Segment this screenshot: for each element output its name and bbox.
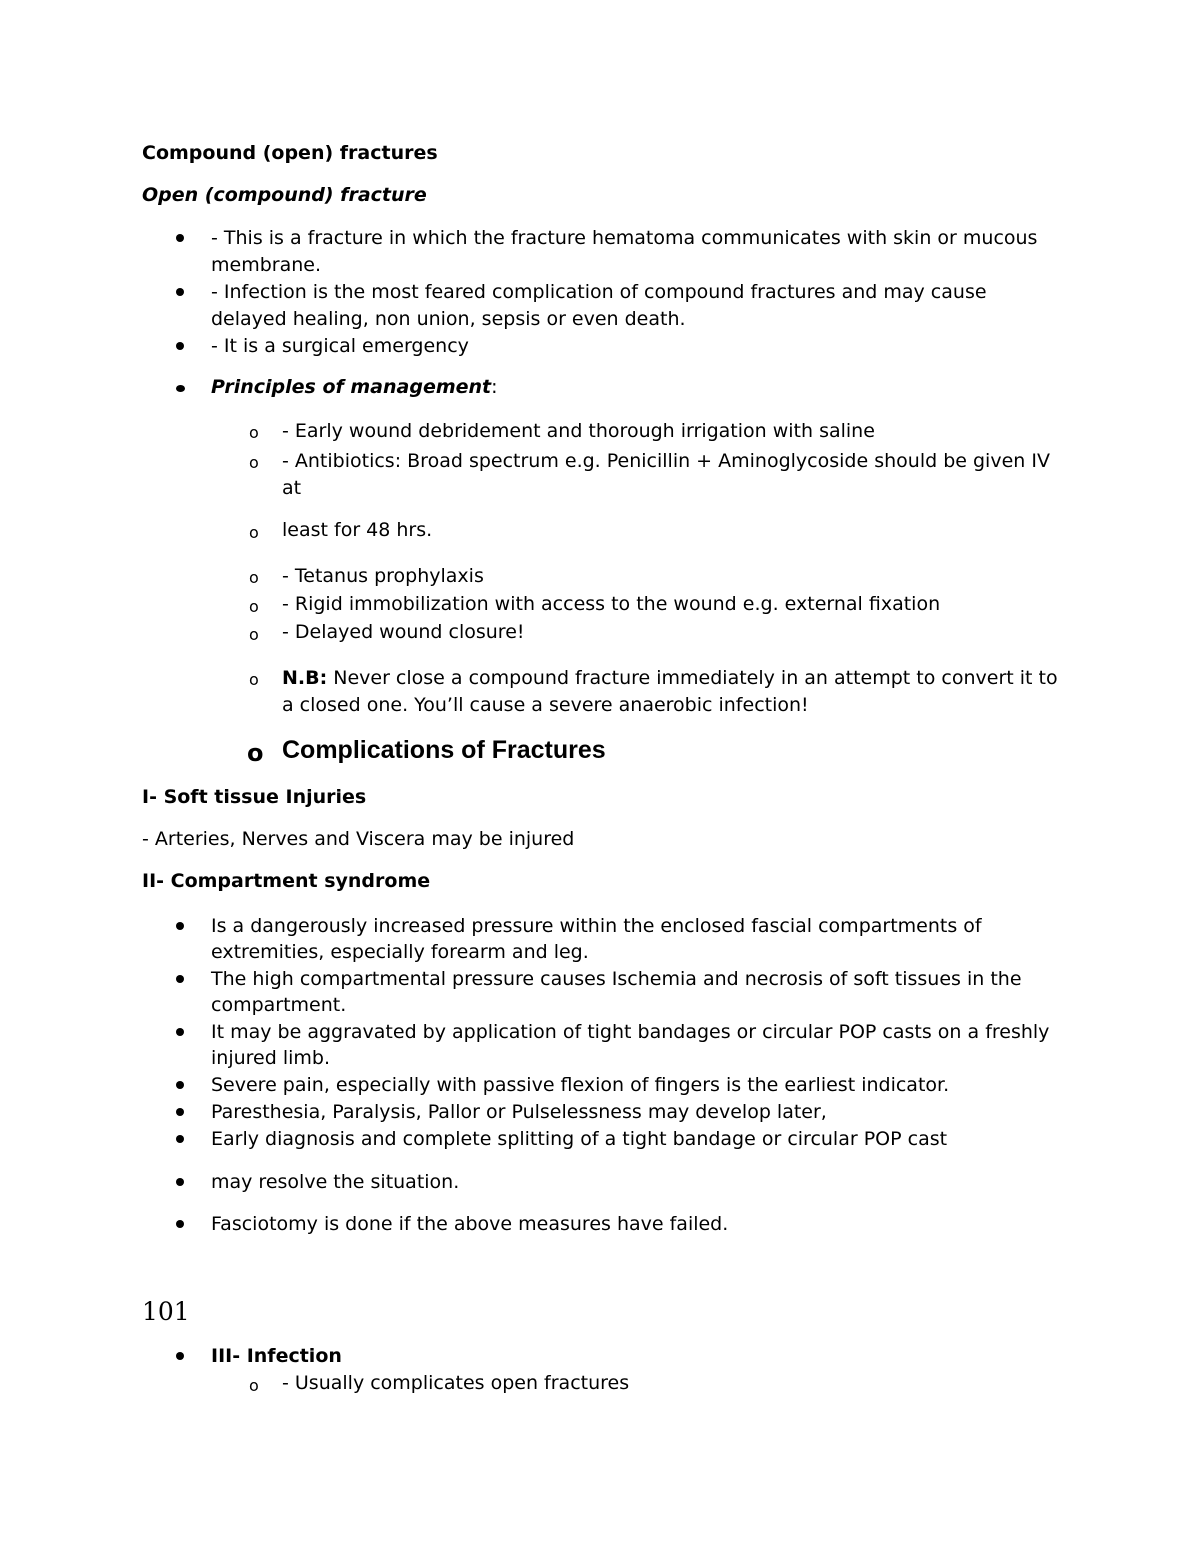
list-item-line: It may be aggravated by application of tight bandages or circular POP casts on a freshly: [211, 1021, 1050, 1043]
principles-heading: [211, 374, 498, 401]
bullet-icon: [176, 922, 184, 930]
bullet-icon: [176, 1028, 184, 1036]
circle-bullet-icon: o: [249, 597, 259, 616]
sub-list-item: - Delayed wound closure!: [282, 621, 525, 643]
list-item-line: Early diagnosis and complete splitting of a tight bandage or circular POP cast: [211, 1128, 948, 1150]
list-item-line: delayed healing, non union, sepsis or even death.: [211, 308, 686, 330]
soft-tissue-heading: I- Soft tissue Injuries: [142, 786, 367, 808]
list-item-line: Severe pain, especially with passive flexion of fingers is the earliest indicator.: [211, 1074, 950, 1096]
subsection-heading: Open (compound) fracture: [142, 184, 427, 206]
list-item-line: Paresthesia, Paralysis, Pallor or Pulselessness may develop later,: [211, 1101, 827, 1123]
circle-bullet-icon: o: [249, 453, 259, 472]
bullet-icon: [176, 1352, 184, 1360]
compartment-heading: II- Compartment syndrome: [142, 870, 431, 892]
list-item-line: injured limb.: [211, 1047, 330, 1069]
sub-list-item-continued: at: [282, 477, 302, 499]
list-item-line: membrane.: [211, 254, 321, 276]
section-heading: Compound (open) fractures: [142, 142, 438, 164]
list-item-line: compartment.: [211, 994, 347, 1016]
principles-suffix: :: [491, 376, 498, 398]
soft-tissue-text: - Arteries, Nerves and Viscera may be injured: [142, 828, 575, 850]
sub-list-item: least for 48 hrs.: [282, 519, 433, 541]
list-item-line: - It is a surgical emergency: [211, 335, 469, 357]
complications-heading: Complications of Fractures: [282, 736, 606, 764]
circle-bullet-icon: o: [249, 423, 259, 442]
bullet-icon: [176, 342, 184, 350]
principles-label: Principles of management: [211, 376, 492, 398]
bullet-icon: [176, 234, 184, 242]
circle-bullet-icon: o: [247, 739, 264, 767]
nb-note-continued: a closed one. You’ll cause a severe anaerobic infection!: [282, 694, 809, 716]
bullet-icon: [176, 1220, 184, 1228]
circle-bullet-icon: o: [249, 625, 259, 644]
list-item-line: extremities, especially forearm and leg.: [211, 941, 589, 963]
infection-heading: III- Infection: [211, 1345, 342, 1367]
bullet-icon: [176, 288, 184, 296]
list-item-line: Fasciotomy is done if the above measures have failed.: [211, 1213, 729, 1235]
list-item-line: The high compartmental pressure causes Ischemia and necrosis of soft tissues in the: [211, 968, 1022, 990]
nb-text: Never close a compound fracture immediately in an attempt to convert it to: [327, 667, 1058, 689]
circle-bullet-icon: o: [249, 568, 259, 587]
list-item-line: - This is a fracture in which the fracture hematoma communicates with skin or mucous: [211, 227, 1038, 249]
bullet-icon: [176, 975, 184, 983]
nb-label: N.B:: [282, 667, 328, 689]
list-item-line: Is a dangerously increased pressure within the enclosed fascial compartments of: [211, 915, 982, 937]
list-item-line: may resolve the situation.: [211, 1171, 460, 1193]
sub-list-item: - Early wound debridement and thorough irrigation with saline: [282, 420, 875, 442]
bullet-icon: [176, 1081, 184, 1089]
circle-bullet-icon: o: [249, 670, 259, 689]
bullet-icon: [176, 1135, 184, 1143]
page-number: 101: [142, 1297, 190, 1326]
sub-list-item: - Antibiotics: Broad spectrum e.g. Penicillin + Aminoglycoside should be given IV: [282, 450, 1050, 472]
bullet-icon: [176, 385, 185, 392]
sub-list-item: - Usually complicates open fractures: [282, 1372, 630, 1394]
bullet-icon: [176, 1108, 184, 1116]
circle-bullet-icon: o: [249, 523, 259, 542]
nb-note: [282, 665, 1058, 692]
sub-list-item: - Rigid immobilization with access to the wound e.g. external fixation: [282, 593, 941, 615]
list-item-line: - Infection is the most feared complication of compound fractures and may cause: [211, 281, 987, 303]
circle-bullet-icon: o: [249, 1376, 259, 1395]
bullet-icon: [176, 1178, 184, 1186]
sub-list-item: - Tetanus prophylaxis: [282, 565, 484, 587]
